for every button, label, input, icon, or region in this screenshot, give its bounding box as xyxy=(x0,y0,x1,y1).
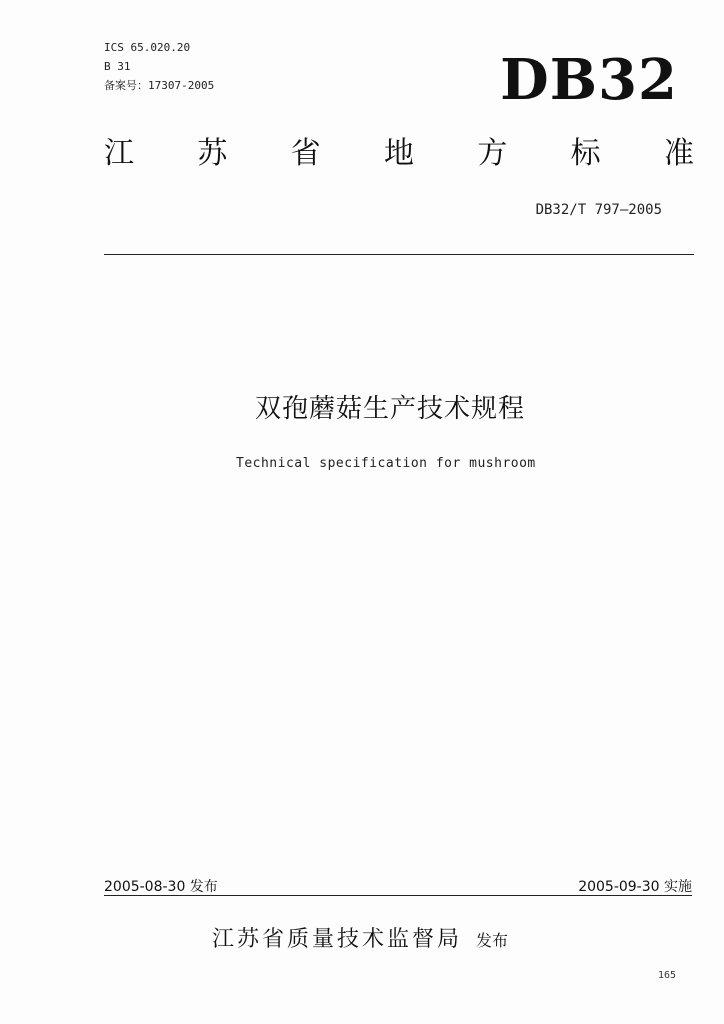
header-metadata xyxy=(104,38,214,95)
footer-divider xyxy=(104,895,692,896)
standard-type-char: 苏 xyxy=(197,136,228,171)
standard-type-char: 地 xyxy=(383,136,414,171)
publisher-line xyxy=(212,922,508,953)
standard-code-logo: DB32 xyxy=(500,47,678,113)
document-title: 双孢蘑菇生产技术规程 xyxy=(254,394,525,424)
standard-type-char: 准 xyxy=(663,136,694,171)
ics-code: ICS 65.020.20 xyxy=(104,41,191,54)
document-subtitle: Technical specification for mushroom xyxy=(236,456,536,471)
page-number: 165 xyxy=(658,970,677,981)
standard-type-char: 省 xyxy=(290,136,321,171)
effective-date: 2005-09-30 实施 xyxy=(578,879,692,895)
standard-number: DB32/T 797—2005 xyxy=(535,202,662,218)
standard-type-char: 江 xyxy=(104,136,134,171)
filing-number: 备案号：17307-2005 xyxy=(104,79,215,92)
publisher-suffix: 发布 xyxy=(476,931,509,950)
standard-type-title xyxy=(104,134,694,174)
standard-type-char: 标 xyxy=(570,136,601,171)
header-divider xyxy=(104,254,694,255)
issue-date: 2005-08-30 发布 xyxy=(104,879,218,895)
standard-type-char: 方 xyxy=(477,136,508,171)
publisher-name: 江苏省质量技术监督局 xyxy=(212,927,463,952)
classification-code: B 31 xyxy=(104,60,131,73)
